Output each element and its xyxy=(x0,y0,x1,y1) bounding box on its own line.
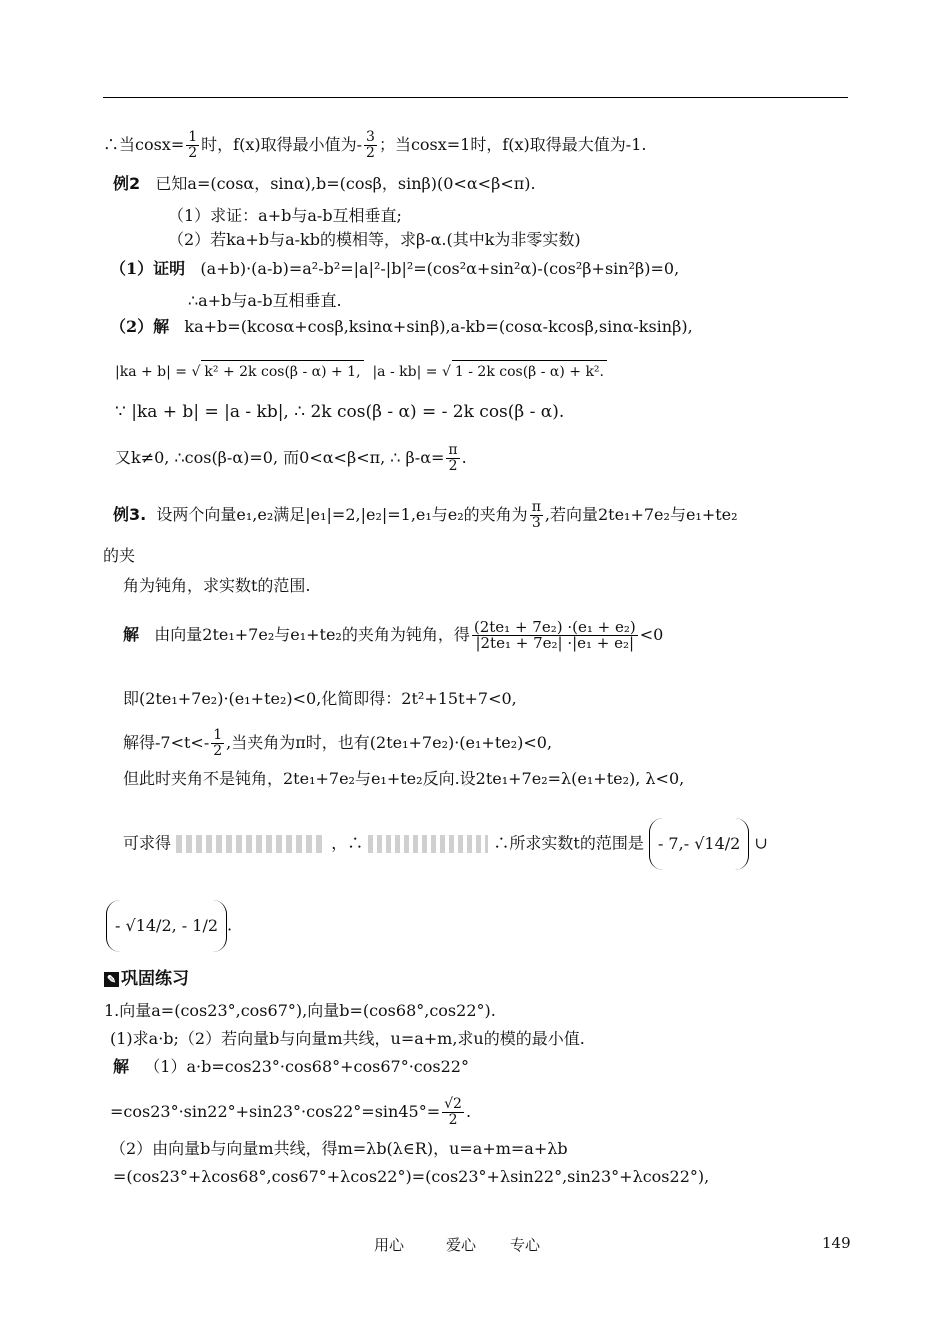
blurred-equation xyxy=(176,835,326,853)
fraction xyxy=(530,500,543,531)
numerator: (2te₁ + 7e₂) ·(e₁ + e₂) xyxy=(473,618,636,636)
denominator: 2 xyxy=(448,458,458,474)
text: 又k≠0, ∴cos(β-α)=0, 而0<α<β<π, ∴ β-α= xyxy=(115,448,445,467)
solution-3 xyxy=(123,620,663,651)
numerator: 1 xyxy=(213,727,223,743)
fraction xyxy=(442,1097,464,1128)
sol3-line-5 xyxy=(123,818,768,870)
numerator: π xyxy=(448,442,458,458)
sol3-line-2: 即(2te₁+7e₂)·(e₁+te₂)<0,化简即得：2t²+15t+7<0, xyxy=(123,689,517,708)
footer-motto-2: 爱心 xyxy=(446,1236,477,1254)
because-line: ∵ |ka + b| = |a - kb|, ∴ 2k cos(β - α) = - 2k cos(β - α). xyxy=(115,402,565,422)
label: （2）解 xyxy=(110,317,170,336)
page-number: 149 xyxy=(822,1234,851,1252)
blurred-equation xyxy=(368,835,488,853)
ex2-question-2: （2）若ka+b与a-kb的模相等，求β-α.(其中k为非零实数) xyxy=(168,230,581,249)
range-interval: - √14/2, - 1/2 xyxy=(106,900,227,952)
example-label: 例2 xyxy=(113,174,141,193)
range-interval: - 7,- √14/2 xyxy=(649,818,749,870)
fraction xyxy=(186,130,199,161)
text: |a - kb| xyxy=(372,364,422,380)
pencil-icon: ✎ xyxy=(104,972,119,987)
numerator: 1 xyxy=(188,129,198,145)
practice-heading xyxy=(104,968,189,990)
practice-1-question: (1)求a·b;（2）若向量b与向量m共线，u=a+m,求u的模的最小值. xyxy=(110,1029,585,1048)
practice-1-sol-1 xyxy=(113,1056,469,1078)
denominator: 2 xyxy=(448,1112,458,1128)
fraction xyxy=(211,728,224,759)
text: ∴当cosx= xyxy=(103,135,185,154)
practice-1-sol-3: （2）由向量b与向量m共线，得m=λb(λ∈R)，u=a+m=a+λb xyxy=(110,1139,568,1158)
sol3-line-4: 但此时夹角不是钝角，2te₁+7e₂与e₁+te₂反向.设2te₁+7e₂=λ(e₁+te₂), λ<0, xyxy=(123,769,685,788)
fraction xyxy=(472,620,638,651)
denominator: 3 xyxy=(531,515,541,531)
text: 由向量2te₁+7e₂与e₁+te₂的夹角为钝角，得 xyxy=(154,625,470,644)
example-label: 例3. xyxy=(113,505,147,524)
practice-1-sol-4: =(cos23°+λcos68°,cos67°+λcos22°)=(cos23°+λsin22°,sin23°+λcos22°), xyxy=(113,1167,710,1186)
label: （1）证明 xyxy=(110,259,186,278)
union-symbol: ∪ xyxy=(754,833,768,853)
fraction xyxy=(364,130,377,161)
text: ；当cosx=1时，f(x)取得最大值为-1. xyxy=(378,135,647,154)
text: 时，f(x)取得最小值为- xyxy=(201,135,363,154)
example-2 xyxy=(113,173,536,195)
ex3-cont-2: 角为钝角，求实数t的范围. xyxy=(123,576,311,595)
numerator: √2 xyxy=(444,1096,462,1112)
footer-motto-1: 用心 xyxy=(374,1236,405,1254)
example-3 xyxy=(113,500,738,531)
sol3-line-3 xyxy=(123,728,552,759)
text: ,若向量2te₁+7e₂与e₁+te₂ xyxy=(544,505,738,524)
numerator: π xyxy=(531,499,541,515)
text: 可求得 xyxy=(123,833,172,853)
label: 解 xyxy=(123,625,140,644)
text: 解得-7<t<- xyxy=(123,733,210,752)
text: =cos23°·sin22°+sin23°·cos22°=sin45°= xyxy=(110,1102,441,1121)
denominator: 2 xyxy=(366,145,375,161)
text: （1）a·b=cos23°·cos68°+cos67°·cos22° xyxy=(144,1057,469,1076)
proof-1-conclusion: ∴a+b与a-b互相垂直. xyxy=(188,291,342,310)
ex3-cont-1: 的夹 xyxy=(103,546,136,565)
text: 已知a=(cosα，sinα),b=(cosβ，sinβ)(0<α<β<π). xyxy=(155,174,536,193)
sqrt-expression: 1 - 2k cos(β - α) + k². xyxy=(452,360,607,383)
practice-1-sol-2: =cos23°·sin22°+sin23°·cos22°=sin45°= $\frac{√2}{2}$ . xyxy=(110,1096,472,1128)
proof-1 xyxy=(110,258,679,280)
solution-2 xyxy=(110,316,693,338)
ex2-question-1: （1）求证：a+b与a-b互相垂直; xyxy=(168,206,402,225)
sqrt-expression: k² + 2k cos(β - α) + 1, xyxy=(201,360,363,383)
also-line: 又k≠0, ∴cos(β-α)=0, 而0<α<β<π, ∴ β-α= $\frac{\pi}{2}$ . xyxy=(115,442,467,474)
fraction xyxy=(446,443,459,474)
range-2-line: - √14/2, - 1/2 . xyxy=(106,900,232,952)
label: 解 xyxy=(113,1057,130,1076)
footer-motto-3: 专心 xyxy=(510,1236,541,1254)
modulus-line: |ka + b| = √ k² + 2k cos(β - α) + 1, |a - kb| = √ 1 - 2k cos(β - α) + k². xyxy=(115,360,607,383)
text: ,当夹角为π时，也有(2te₁+7e₂)·(e₁+te₂)<0, xyxy=(226,733,553,752)
text: |ka + b| xyxy=(115,364,171,380)
text: 巩固练习 xyxy=(121,969,189,989)
text: 设两个向量e₁,e₂满足|e₁|=2,|e₂|=1,e₁与e₂的夹角为 xyxy=(156,505,528,524)
text: ka+b=(kcosα+cosβ,ksinα+sinβ),a-kb=(cosα-kcosβ,sinα-ksinβ), xyxy=(184,317,693,336)
text: <0 xyxy=(639,625,664,644)
text: ，∴ xyxy=(331,833,364,853)
denominator: |2te₁ + 7e₂| ·|e₁ + e₂| xyxy=(475,634,635,652)
text: (a+b)·(a-b)=a²-b²=|a|²-|b|²=(cos²α+sin²α)-(cos²β+sin²β)=0, xyxy=(200,259,680,278)
numerator: 3 xyxy=(366,129,375,145)
text: ∴所求实数t的范围是 xyxy=(493,833,644,853)
denominator: 2 xyxy=(213,743,223,759)
header-rule xyxy=(103,97,848,98)
practice-1: 1.向量a=(cos23°,cos67°),向量b=(cos68°,cos22°). xyxy=(104,1001,496,1020)
line-1 xyxy=(103,130,646,161)
denominator: 2 xyxy=(188,145,198,161)
